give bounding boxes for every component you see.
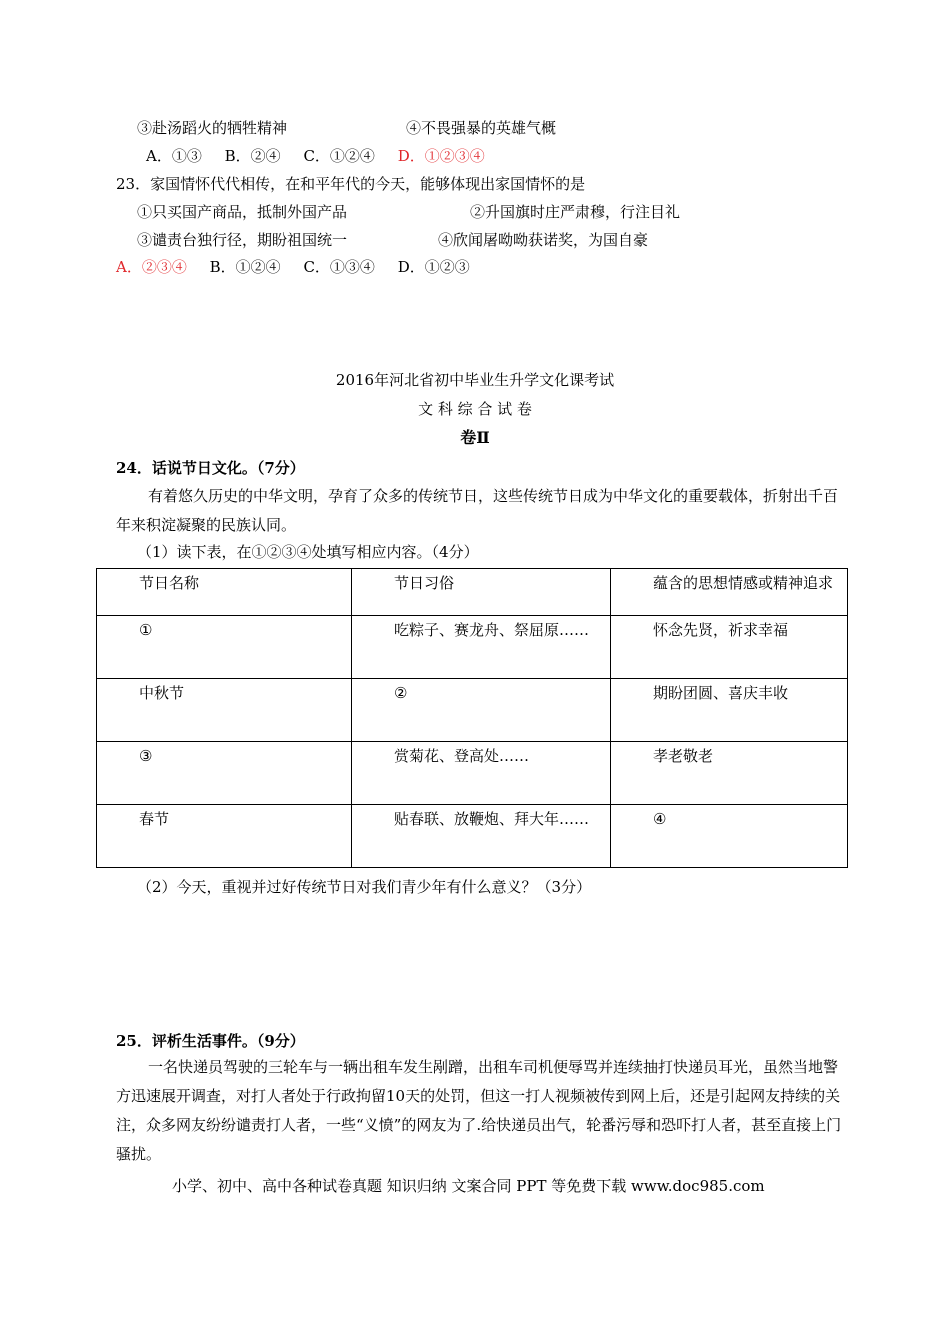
cell-customs-text: 赏菊花、登高处…… bbox=[394, 747, 530, 765]
header-customs: 节日习俗 bbox=[352, 569, 611, 616]
q23-statement-4: ④欣闻屠呦呦获诺奖，为国自豪 bbox=[438, 231, 649, 249]
cell-customs bbox=[352, 616, 611, 679]
q22-options bbox=[146, 146, 503, 166]
cell-spirit: 怀念先贤，祈求幸福 bbox=[611, 616, 848, 679]
exam-title: 2016年河北省初中毕业生升学文化课考试 bbox=[335, 371, 615, 389]
paper-title: 文 科 综 合 试 卷 bbox=[418, 400, 532, 418]
cell-name: 春节 bbox=[97, 805, 352, 868]
festival-table bbox=[96, 568, 848, 868]
table-row bbox=[97, 742, 848, 805]
q22-option-a: A．①③ bbox=[146, 147, 202, 165]
cell-name: ① bbox=[97, 616, 352, 679]
q24-sub2: （2）今天，重视并过好传统节日对我们青少年有什么意义？（3分） bbox=[137, 878, 592, 896]
cell-name: 中秋节 bbox=[97, 679, 352, 742]
cell-customs-text: 吃粽子、赛龙舟、祭屈原…… bbox=[394, 621, 590, 639]
cell-spirit: 孝老敬老 bbox=[611, 742, 848, 805]
cell-spirit: 期盼团圆、喜庆丰收 bbox=[611, 679, 848, 742]
q23-option-b: B．①②④ bbox=[209, 258, 281, 276]
q24-sub1: （1）读下表，在①②③④处填写相应内容。（4分） bbox=[137, 543, 479, 561]
cell-customs-text: 贴春联、放鞭炮、拜大年…… bbox=[394, 810, 590, 828]
q23-option-d: D．①②③ bbox=[397, 258, 470, 276]
section-title: 卷Ⅱ bbox=[460, 428, 490, 447]
table-row bbox=[97, 679, 848, 742]
q22-option-b: B．②④ bbox=[224, 147, 281, 165]
q23-stem: 23．家国情怀代代相传，在和平年代的今天，能够体现出家国情怀的是 bbox=[116, 175, 586, 193]
q22-statement-3: ③赴汤蹈火的牺牲精神 bbox=[137, 119, 288, 137]
q23-option-c: C．①③④ bbox=[303, 258, 375, 276]
q23-statement-3: ③谴责台独行径，期盼祖国统一 bbox=[137, 231, 348, 249]
table-row bbox=[97, 616, 848, 679]
cell-spirit: ④ bbox=[611, 805, 848, 868]
q23-options bbox=[116, 257, 488, 277]
q24-intro: 有着悠久历史的中华文明，孕育了众多的传统节日，这些传统节日成为中华文化的重要载体，折射出千百年来积淀凝聚的民族认同。 bbox=[116, 487, 839, 534]
q24-title: 24．话说节日文化。（7分） bbox=[116, 459, 305, 477]
q22-option-d-answer: D．①②③④ bbox=[397, 147, 485, 165]
q23-statement-2: ②升国旗时庄严肃穆，行注目礼 bbox=[470, 203, 681, 221]
cell-customs bbox=[352, 742, 611, 805]
q22-statement-4: ④不畏强暴的英雄气概 bbox=[406, 119, 557, 137]
q25-body: 一名快递员驾驶的三轮车与一辆出租车发生剐蹭，出租车司机便辱骂并连续抽打快递员耳光，虽然当地警方迅速展开调查，对打人者处于行政拘留10天的处罚，但这一打人视频被传到网上后，还是引起网友持续的关注，众多网友纷纷谴责打人者，一些“义愤”的网友为了.给快递员出气，轮番污辱和恐吓打人者，甚至直接上门骚扰。 bbox=[116, 1058, 842, 1163]
header-spirit: 蕴含的思想情感或精神追求 bbox=[611, 569, 848, 616]
cell-customs-text: ② bbox=[394, 684, 408, 702]
q25-title: 25．评析生活事件。（9分） bbox=[116, 1032, 305, 1050]
q23-statement-1: ①只买国产商品，抵制外国产品 bbox=[137, 203, 348, 221]
cell-customs bbox=[352, 679, 611, 742]
q22-option-c: C．①②④ bbox=[303, 147, 375, 165]
cell-name: ③ bbox=[97, 742, 352, 805]
table-header-row bbox=[97, 569, 848, 616]
q23-option-a-answer: A．②③④ bbox=[116, 258, 187, 276]
table-row bbox=[97, 805, 848, 868]
header-festival-name: 节日名称 bbox=[97, 569, 352, 616]
cell-customs bbox=[352, 805, 611, 868]
footer-download-note: 小学、初中、高中各种试卷真题 知识归纳 文案合同 PPT 等免费下载 www.doc985.com bbox=[172, 1177, 765, 1195]
